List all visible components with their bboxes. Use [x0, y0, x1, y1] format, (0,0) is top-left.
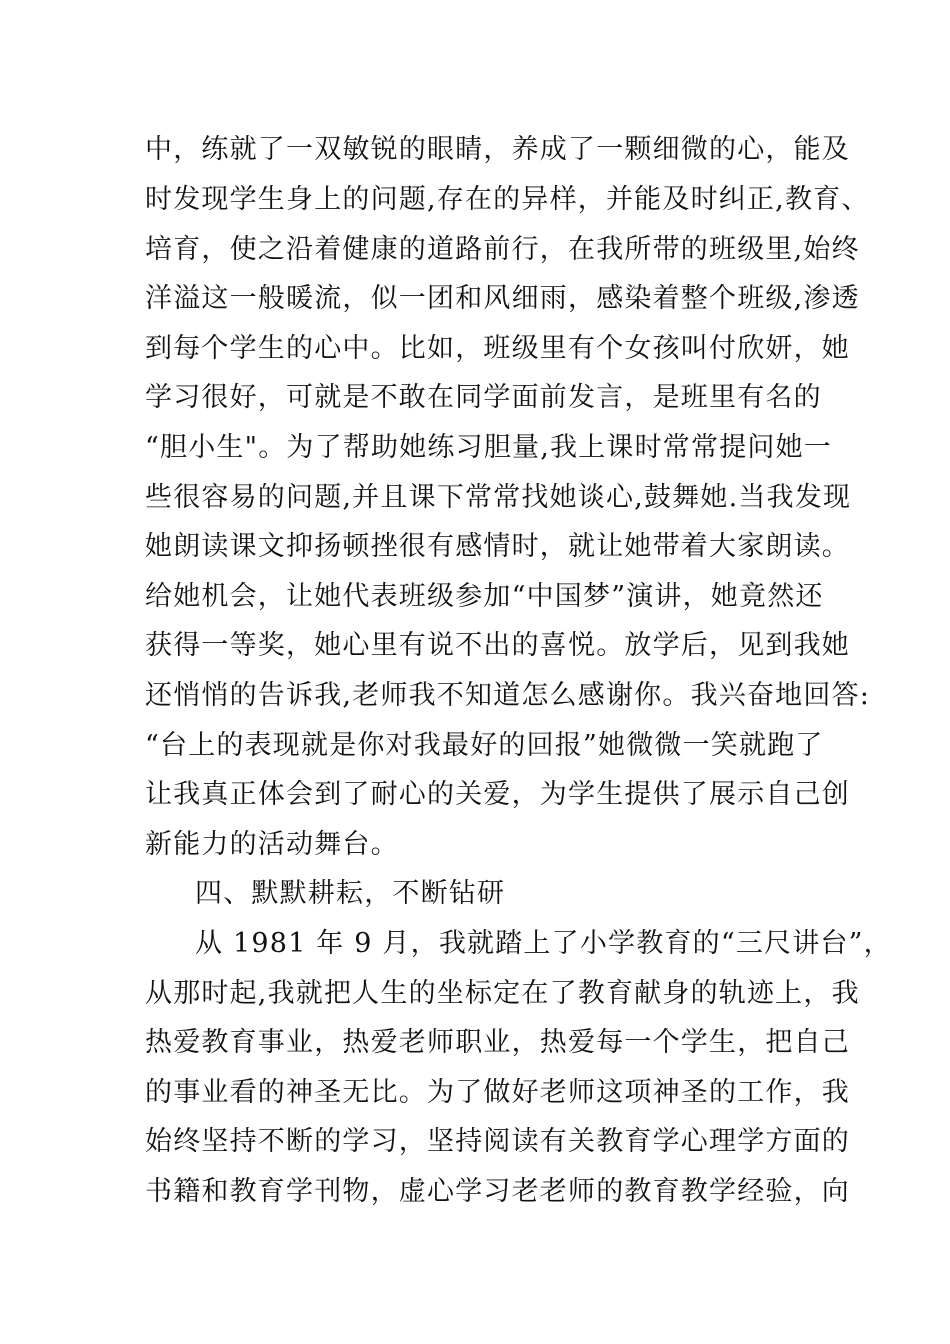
text-line: “台上的表现就是你对我最好的回报”她微微一笑就跑了 — [145, 730, 824, 761]
text-line: 从那时起,我就把人生的坐标定在了教育献身的轨迹上，我 — [145, 978, 860, 1009]
text-line: 获得一等奖，她心里有说不出的喜悦。放学后，见到我她 — [145, 630, 850, 661]
text-line: 新能力的活动舞台。 — [145, 829, 399, 860]
text-line: 培育，使之沿着健康的道路前行，在我所带的班级里,始终 — [145, 234, 860, 265]
section-heading: 四、默默耕耘，不断钻研 — [195, 878, 506, 909]
text-line: 的事业看的神圣无比。为了做好老师这项神圣的工作，我 — [145, 1077, 850, 1108]
text-line: 学习很好，可就是不敢在同学面前发言，是班里有名的 — [145, 382, 822, 413]
text-line: “胆小生"。为了帮助她练习胆量,我上课时常常提问她一 — [145, 432, 833, 463]
text-line: 洋溢这一般暖流，似一团和风细雨，感染着整个班级,渗透 — [145, 283, 860, 314]
text-line: 书籍和教育学刊物，虚心学习老老师的教育教学经验，向 — [145, 1176, 850, 1207]
text-line: 到每个学生的心中。比如，班级里有个女孩叫付欣妍，她 — [145, 333, 850, 364]
text-line: 让我真正体会到了耐心的关爱，为学生提供了展示自己创 — [145, 779, 850, 810]
text-line: 热爱教育事业，热爱老师职业，热爱每一个学生，把自己 — [145, 1027, 850, 1058]
text-line: 些很容易的问题,并且课下常常找她谈心,鼓舞她.当我发现 — [145, 482, 852, 513]
text-line: 她朗读课文抑扬顿挫很有感情时，就让她带着大家朗读。 — [145, 531, 850, 562]
text-line: 从 1981 年 9 月，我就踏上了小学教育的“三尺讲台”， — [195, 928, 892, 959]
text-line: 时发现学生身上的问题,存在的异样，并能及时纠正,教育、 — [145, 184, 870, 215]
text-line: 中，练就了一双敏锐的眼睛，养成了一颗细微的心，能及 — [145, 134, 850, 165]
text-line: 始终坚持不断的学习，坚持阅读有关教育学心理学方面的 — [145, 1126, 850, 1157]
text-line: 还悄悄的告诉我,老师我不知道怎么感谢你。我兴奋地回答: — [145, 680, 871, 711]
text-line: 给她机会，让她代表班级参加“中国梦”演讲，她竟然还 — [145, 581, 824, 612]
